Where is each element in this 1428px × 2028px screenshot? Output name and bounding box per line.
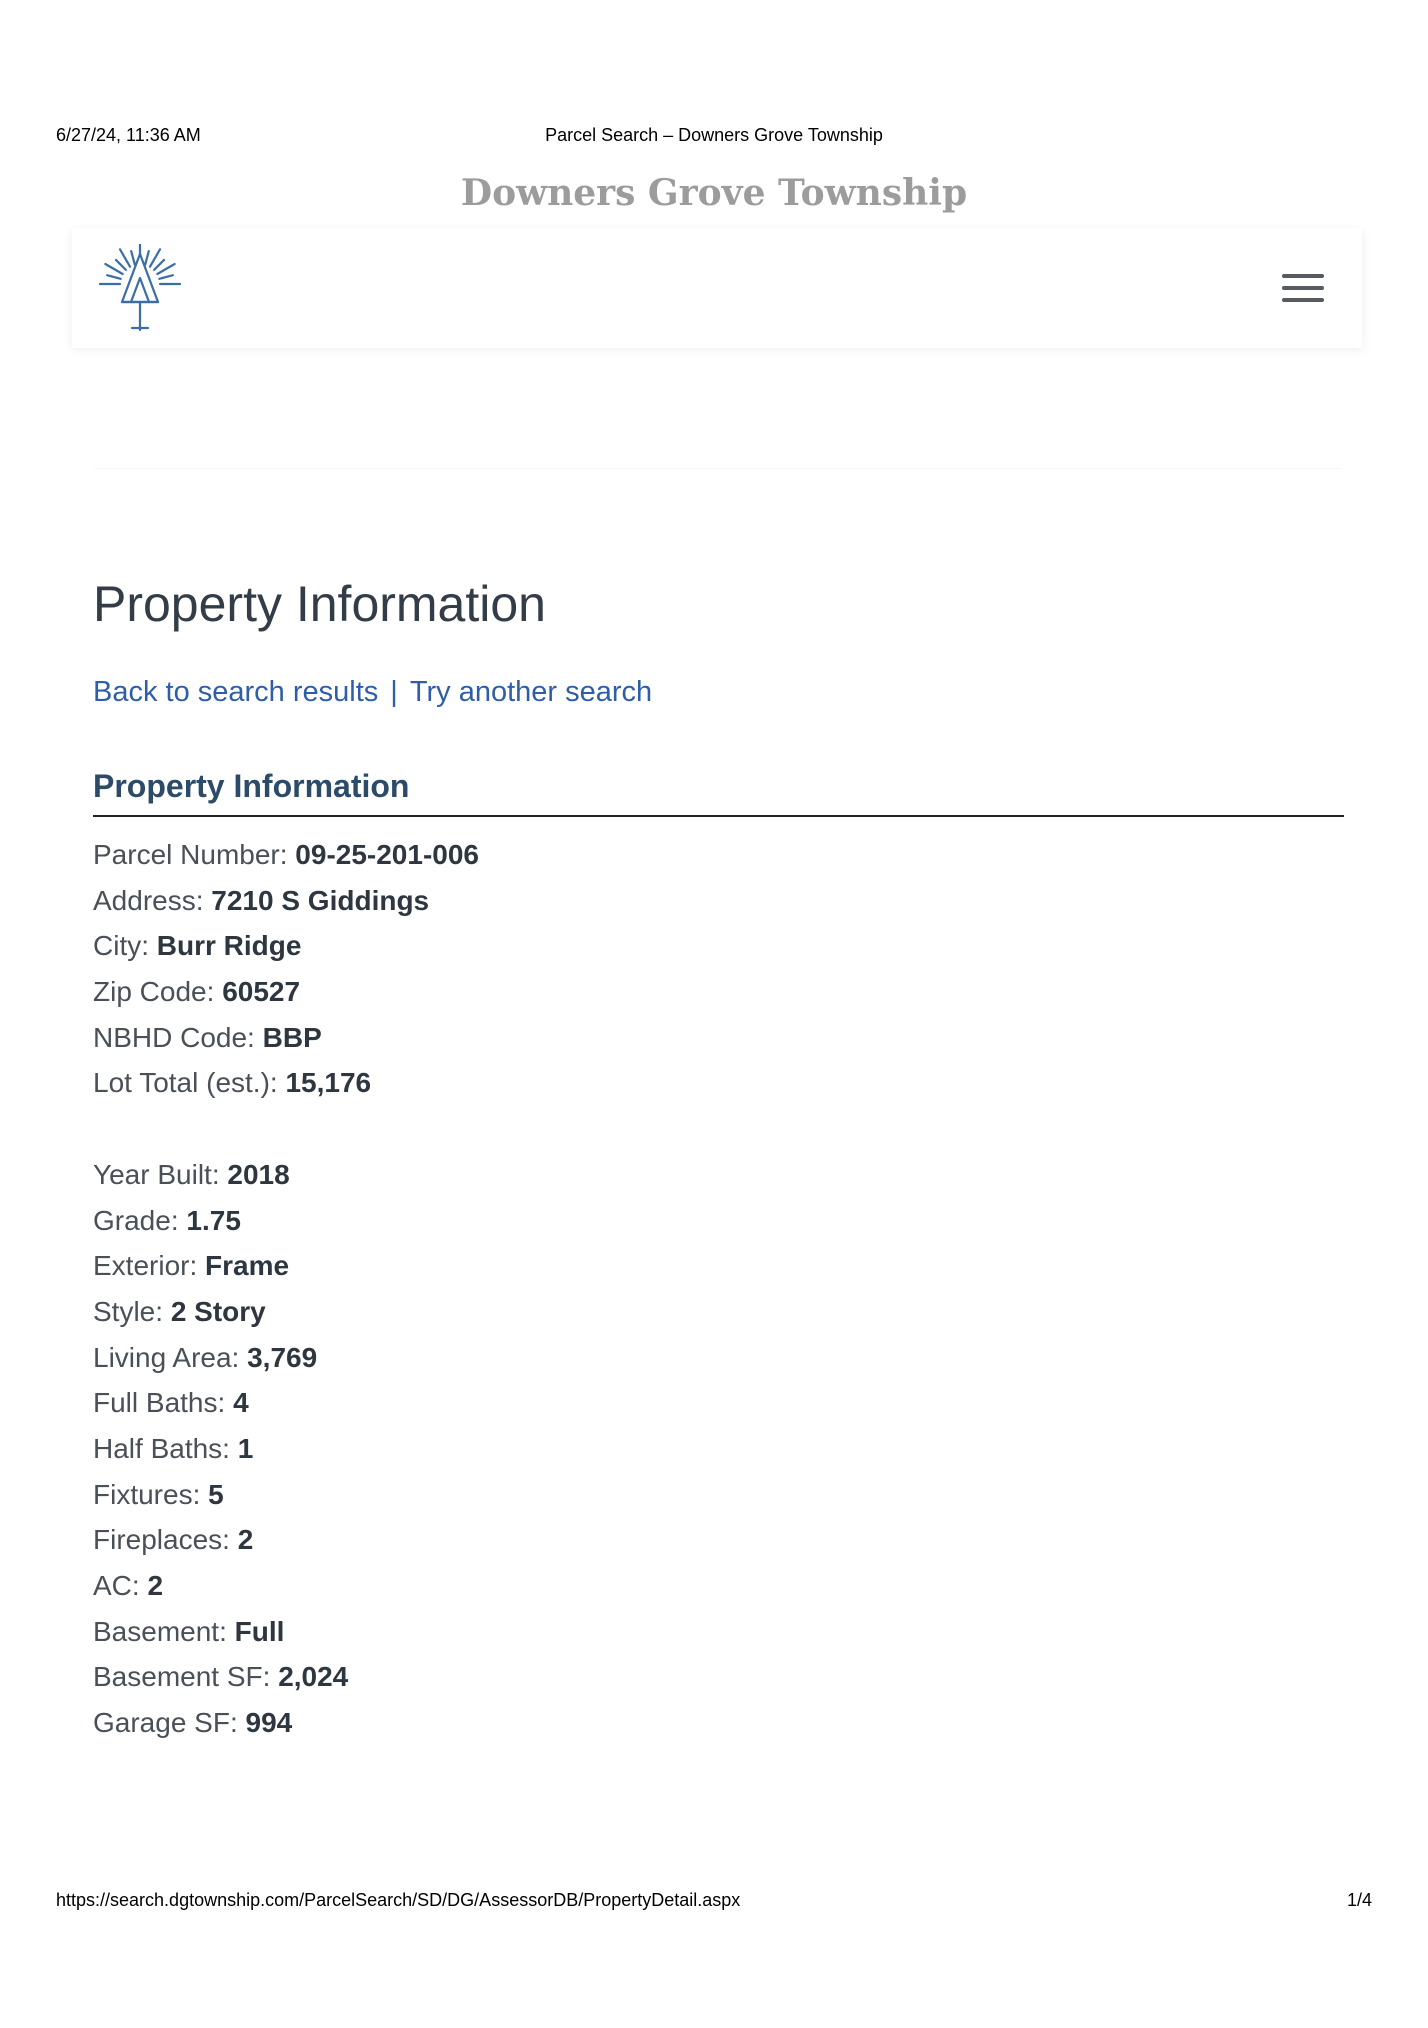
property-field-row [93, 1609, 479, 1655]
property-field-row [93, 1198, 479, 1244]
field-label: Lot Total (est.): [93, 1067, 278, 1099]
property-field-row [93, 969, 479, 1015]
field-label: Half Baths: [93, 1432, 230, 1464]
field-value: 15,176 [285, 1067, 372, 1099]
property-field-row [93, 1654, 479, 1700]
page-heading: Property Information [93, 576, 546, 632]
hamburger-line [1282, 298, 1324, 302]
field-label: Parcel Number: [93, 839, 288, 870]
field-value: 1 [237, 1432, 254, 1464]
property-field-row [93, 923, 479, 969]
field-value: 09-25-201-006 [295, 839, 479, 870]
field-label: Basement SF: [93, 1661, 271, 1693]
search-links [93, 676, 652, 709]
field-label: Exterior: [93, 1250, 198, 1282]
print-header [56, 125, 1372, 151]
property-field-row [93, 1243, 479, 1289]
property-field-row [93, 1060, 479, 1106]
property-field-row [93, 1563, 479, 1609]
field-label: Style: [93, 1295, 164, 1327]
property-field-row [93, 832, 479, 878]
link-separator: | [390, 676, 398, 708]
property-fields-group-building [93, 1152, 479, 1746]
field-label: Fixtures: [93, 1478, 201, 1510]
field-value: 2,024 [278, 1661, 349, 1693]
property-field-row [93, 1289, 479, 1335]
field-value: BBP [262, 1021, 322, 1053]
field-value: 7210 S Giddings [211, 884, 430, 916]
field-label: Living Area: [93, 1341, 240, 1373]
field-value: Full [234, 1615, 285, 1647]
field-label: Address: [93, 884, 204, 916]
property-field-row [93, 1700, 479, 1746]
field-value: 5 [208, 1478, 224, 1510]
field-label: Zip Code: [93, 976, 215, 1008]
print-url: https://search.dgtownship.com/ParcelSearch/SD/DG/AssessorDB/PropertyDetail.aspx [56, 1890, 741, 1910]
section-heading: Property Information [93, 768, 410, 804]
field-label: Full Baths: [93, 1387, 226, 1419]
property-field-row [93, 878, 479, 924]
section-rule [93, 815, 1344, 817]
field-value: 3,769 [247, 1341, 318, 1373]
print-date: 6/27/24, 11:36 AM [56, 125, 201, 145]
field-value: 1.75 [186, 1204, 241, 1236]
field-label: City: [93, 930, 149, 962]
property-field-row [93, 1015, 479, 1061]
field-gap [93, 1106, 479, 1152]
field-label: NBHD Code: [93, 1021, 255, 1053]
field-value: 2018 [227, 1158, 290, 1190]
print-page-title: Parcel Search – Downers Grove Township [545, 125, 883, 145]
field-label: Garage SF: [93, 1707, 238, 1739]
field-value: Frame [205, 1250, 290, 1282]
field-label: Year Built: [93, 1158, 220, 1190]
hamburger-line [1282, 274, 1324, 278]
property-field-row [93, 1335, 479, 1381]
logo-svg [92, 244, 188, 334]
try-another-search-link[interactable]: Try another search [409, 676, 653, 708]
field-value: 994 [245, 1707, 293, 1739]
field-value: 2 [147, 1570, 164, 1601]
property-fields [93, 832, 479, 1746]
print-page-number: 1/4 [1346, 1890, 1372, 1910]
field-value: Burr Ridge [156, 930, 302, 962]
hamburger-menu-icon[interactable] [1282, 274, 1324, 302]
hamburger-line [1282, 286, 1324, 290]
field-value: 4 [233, 1387, 249, 1419]
sunburst-tree-icon[interactable] [92, 244, 188, 334]
field-value: 2 [237, 1524, 254, 1556]
property-fields-group-location [93, 832, 479, 1106]
property-field-row [93, 1472, 479, 1518]
navbar [72, 228, 1362, 348]
property-field-row [93, 1426, 479, 1472]
back-to-search-results-link[interactable]: Back to search results [93, 676, 379, 708]
divider [95, 468, 1340, 469]
field-label: AC: [93, 1570, 140, 1601]
field-value: 60527 [222, 976, 301, 1008]
field-label: Fireplaces: [93, 1524, 230, 1556]
site-title: Downers Grove Township [460, 172, 968, 214]
field-label: Basement: [93, 1615, 227, 1647]
field-label: Grade: [93, 1204, 179, 1236]
field-value: 2 Story [170, 1295, 266, 1327]
property-field-row [93, 1380, 479, 1426]
property-field-row [93, 1152, 479, 1198]
property-field-row [93, 1517, 479, 1563]
